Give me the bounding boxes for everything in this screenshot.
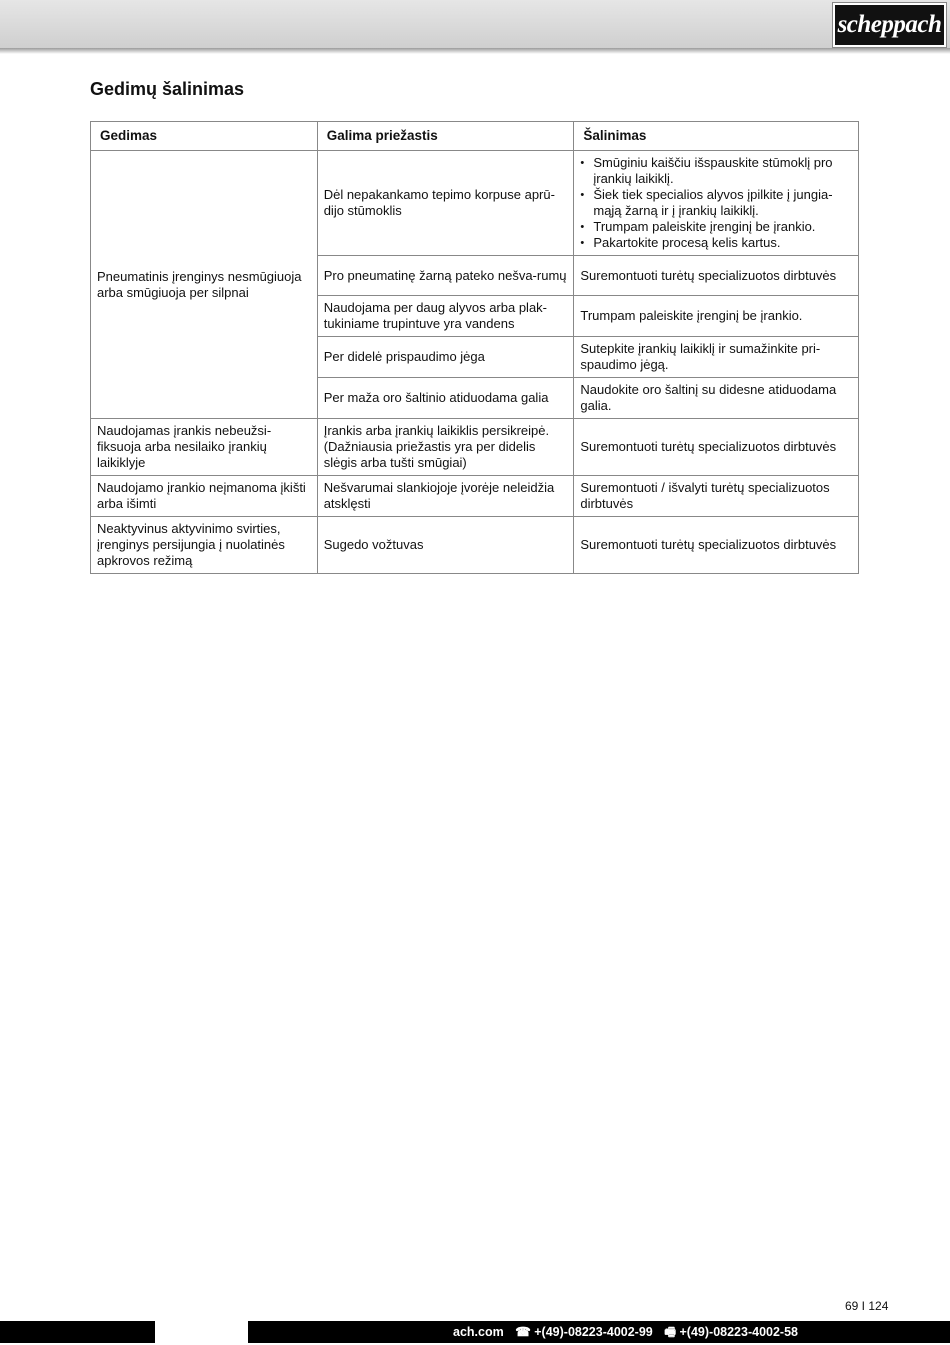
remedy-cell: Sutepkite įrankių laikiklį ir sumažinkite pri-spaudimo jėgą. xyxy=(574,337,859,378)
remedy-cell: Suremontuoti turėtų specializuotos dirbtuvės xyxy=(574,256,859,296)
remedy-list-item: • Pakartokite procesą kelis kartus. xyxy=(580,235,852,251)
header-bar xyxy=(0,0,950,48)
footer-gap xyxy=(155,1321,248,1343)
remedy-list-item: • Šiek tiek specialios alyvos įpilkite į jungia-mąją žarną ir į įrankių laikiklį. xyxy=(580,187,852,219)
cause-cell: Nešvarumai slankiojoje įvorėje neleidžia atsklęsti xyxy=(317,476,574,517)
table-row xyxy=(91,419,859,476)
table-row xyxy=(91,476,859,517)
footer-contact xyxy=(445,1321,950,1343)
remedy-cell: Suremontuoti turėtų specializuotos dirbtuvės xyxy=(574,419,859,476)
logo-text: scheppach xyxy=(837,11,942,38)
brand-logo xyxy=(833,3,946,47)
remedy-list xyxy=(580,155,852,251)
troubleshooting-table xyxy=(90,121,859,574)
fault-cell: Pneumatinis įrenginys nesmūgiuoja arba smūgiuoja per silpnai xyxy=(91,151,318,419)
cause-cell: Per didelė prispaudimo jėga xyxy=(317,337,574,378)
footer-fax: 🖷 +(49)-08223-4002-58 xyxy=(664,1325,798,1339)
table-row xyxy=(91,151,859,256)
cause-cell: Naudojama per daug alyvos arba plak-tukiniame trupintuve yra vandens xyxy=(317,296,574,337)
remedy-cell: Trumpam paleiskite įrenginį be įrankio. xyxy=(574,296,859,337)
remedy-cell: Naudokite oro šaltinį su didesne atiduodama galia. xyxy=(574,378,859,419)
table-row xyxy=(91,517,859,574)
header-fault: Gedimas xyxy=(91,122,318,151)
footer-website: ach.com xyxy=(453,1325,504,1339)
remedy-cell xyxy=(574,151,859,256)
remedy-list-item: • Trumpam paleiskite įrenginį be įrankio. xyxy=(580,219,852,235)
footer-phone: ☎ +(49)-08223-4002-99 xyxy=(515,1325,653,1339)
table-header-row xyxy=(91,122,859,151)
cause-cell: Įrankis arba įrankių laikiklis persikreipė. (Dažniausia priežastis yra per didelis slėgis arba tušti smūgiai) xyxy=(317,419,574,476)
remedy-cell: Suremontuoti turėtų specializuotos dirbtuvės xyxy=(574,517,859,574)
fault-cell: Naudojamas įrankis nebeužsi-fiksuoja arba nesilaiko įrankių laikiklyje xyxy=(91,419,318,476)
header-shadow xyxy=(0,48,950,54)
cause-cell: Sugedo vožtuvas xyxy=(317,517,574,574)
cause-cell: Per maža oro šaltinio atiduodama galia xyxy=(317,378,574,419)
header-remedy: Šalinimas xyxy=(574,122,859,151)
cause-cell: Dėl nepakankamo tepimo korpuse aprū-dijo stūmoklis xyxy=(317,151,574,256)
fault-cell: Neaktyvinus aktyvinimo svirties, įrenginys persijungia į nuolatinės apkrovos režimą xyxy=(91,517,318,574)
fault-cell: Naudojamo įrankio neįmanoma įkišti arba išimti xyxy=(91,476,318,517)
header-cause: Galima priežastis xyxy=(317,122,574,151)
remedy-list-item: • Smūginiu kaiščiu išspauskite stūmoklį pro įrankių laikiklį. xyxy=(580,155,852,187)
remedy-cell: Suremontuoti / išvalyti turėtų specializuotos dirbtuvės xyxy=(574,476,859,517)
page-number: 69 I 124 xyxy=(845,1299,889,1313)
page-title: Gedimų šalinimas xyxy=(90,79,245,99)
cause-cell: Pro pneumatinę žarną pateko nešva-rumų xyxy=(317,256,574,296)
